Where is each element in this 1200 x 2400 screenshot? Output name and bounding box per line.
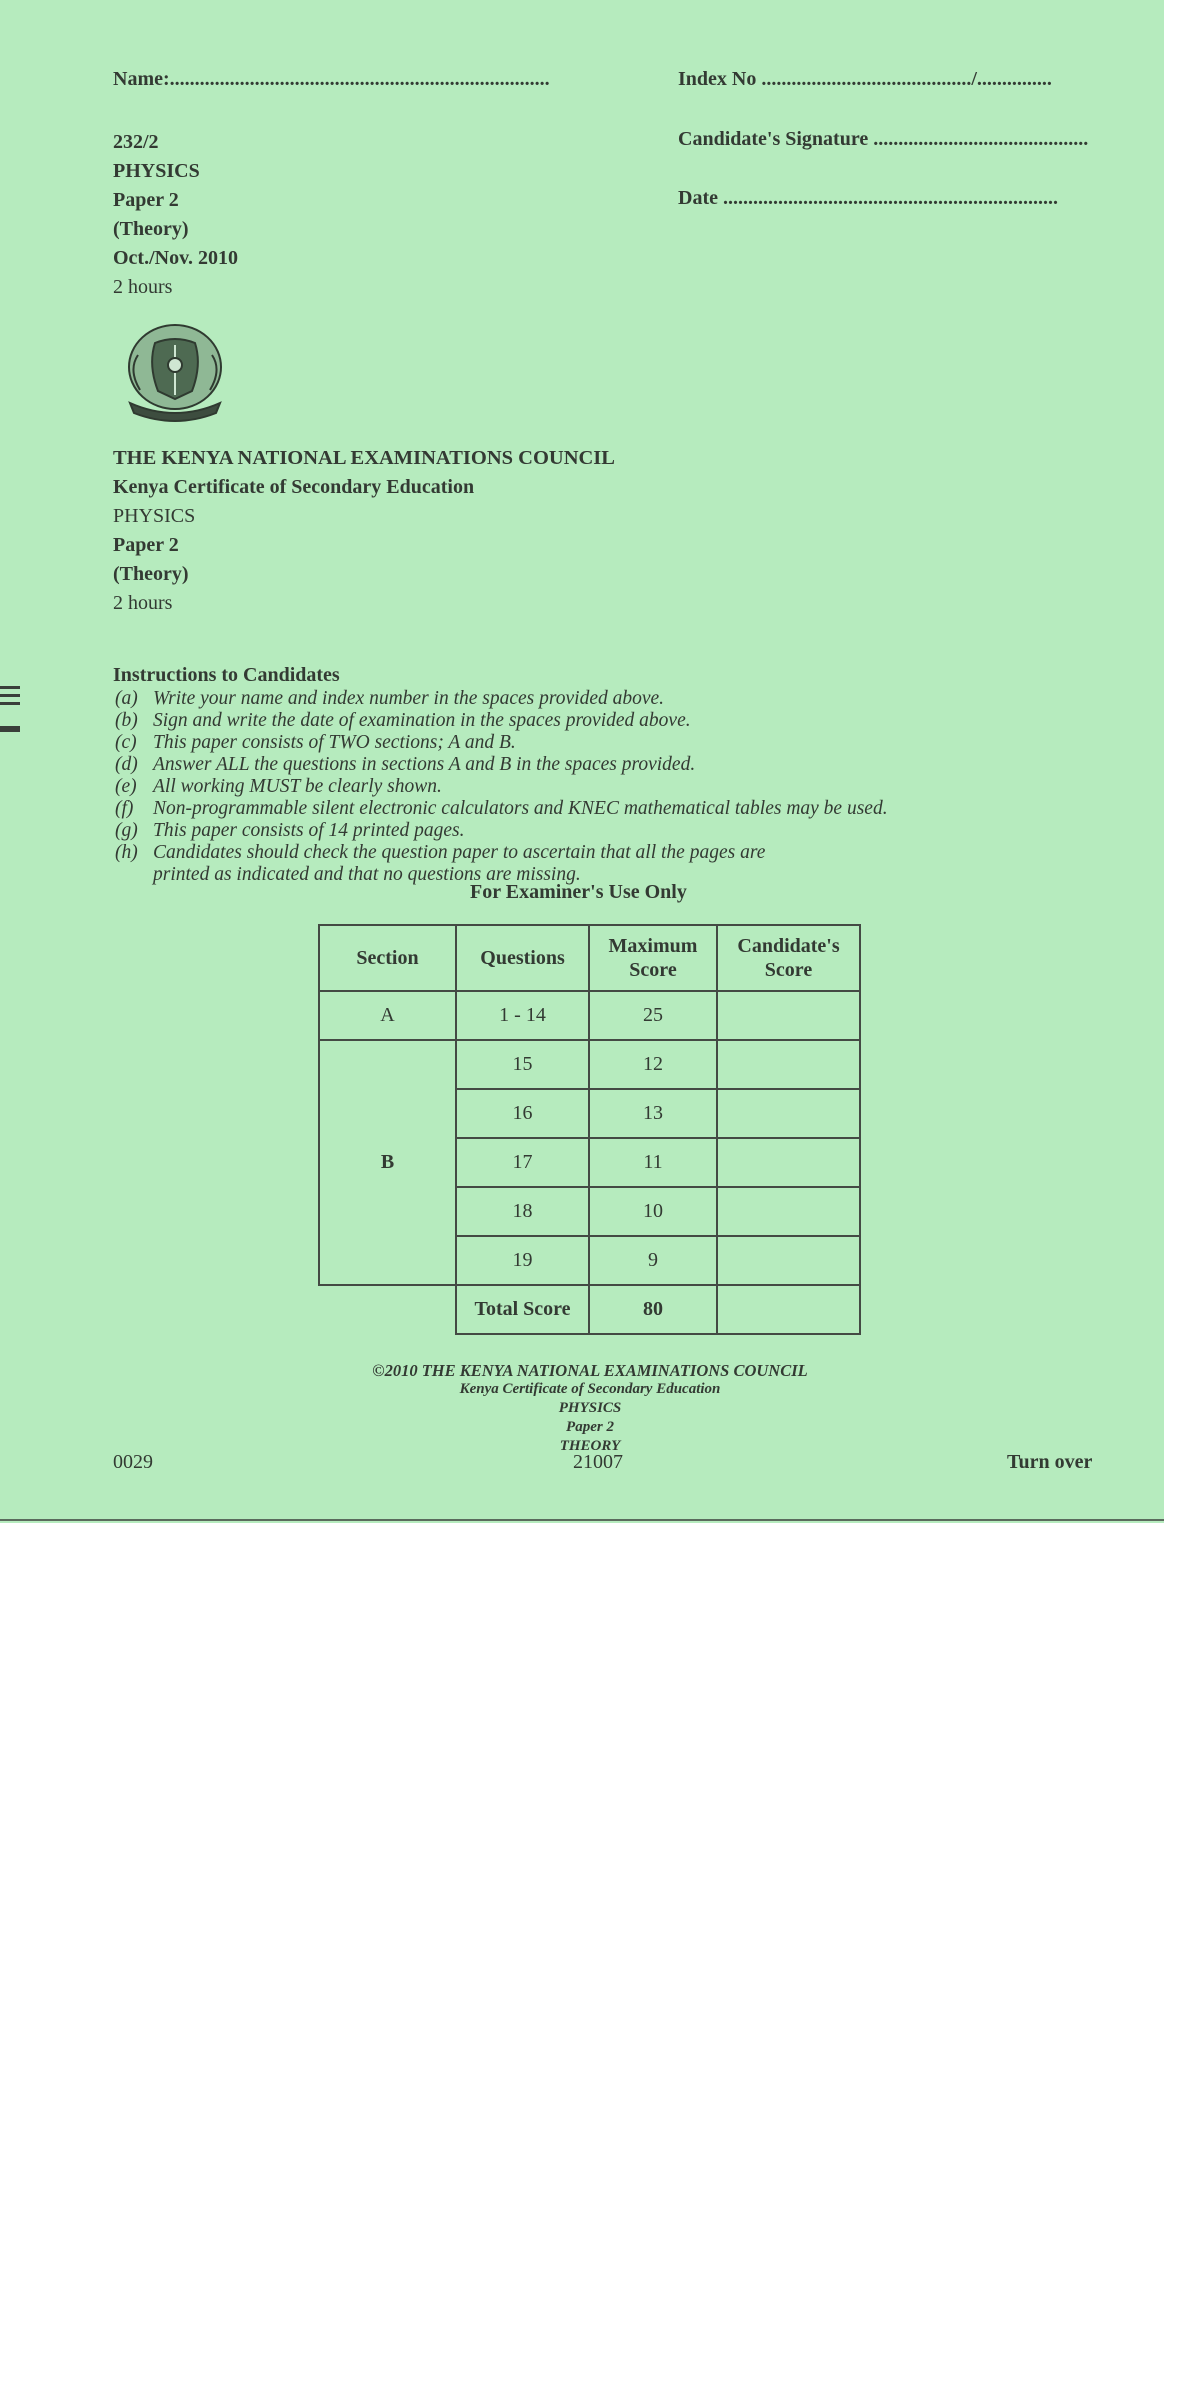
instruction-text: Sign and write the date of examination in the spaces provided above. — [153, 710, 691, 731]
index-slash: / — [971, 68, 977, 90]
header-maximum-score: Maximum Score — [589, 925, 717, 991]
date-dots: ................................................................... — [722, 187, 1058, 209]
instruction-label: (h) — [115, 842, 138, 863]
instruction-text: All working MUST be clearly shown. — [153, 776, 442, 797]
table-row — [319, 991, 860, 1040]
paper-session: Oct./Nov. 2010 — [113, 247, 238, 269]
instruction-item — [115, 776, 888, 798]
council-title: THE KENYA NATIONAL EXAMINATIONS COUNCIL — [113, 447, 615, 469]
instruction-label: (b) — [115, 710, 138, 731]
signature-dots: ........................................... — [873, 128, 1089, 150]
paper-code: 232/2 — [113, 131, 159, 153]
table-row — [319, 1040, 860, 1089]
council-subject: PHYSICS — [113, 505, 196, 527]
total-candidate-score-cell[interactable] — [717, 1285, 860, 1334]
examiner-score-table — [318, 924, 861, 1335]
header-questions: Questions — [456, 925, 589, 991]
instruction-text: printed as indicated and that no questions are missing. — [153, 864, 581, 885]
instructions-list — [115, 688, 888, 886]
max-score-cell: 12 — [589, 1040, 717, 1089]
total-score-label: Total Score — [456, 1285, 589, 1334]
instruction-label: (d) — [115, 754, 138, 775]
questions-cell: 17 — [456, 1138, 589, 1187]
date-field-line — [678, 187, 1058, 210]
instruction-label: (a) — [115, 688, 138, 709]
paper-duration: 2 hours — [113, 276, 173, 298]
instruction-text: Answer ALL the questions in sections A and B in the spaces provided. — [153, 754, 696, 775]
margin-mark — [0, 726, 20, 732]
max-score-cell: 10 — [589, 1187, 717, 1236]
header-candidates-score: Candidate's Score — [717, 925, 860, 991]
instruction-item — [115, 798, 888, 820]
council-block — [113, 444, 615, 618]
table-header-row — [319, 925, 860, 991]
paper-type: (Theory) — [113, 218, 189, 240]
examiner-title: For Examiner's Use Only — [470, 881, 687, 903]
margin-mark — [0, 702, 20, 705]
footer-paper: Paper 2 — [566, 1419, 614, 1435]
signature-field-line — [678, 128, 1088, 151]
candidate-score-cell[interactable] — [717, 1089, 860, 1138]
max-score-cell: 25 — [589, 991, 717, 1040]
kenya-coat-of-arms-icon — [100, 315, 250, 430]
candidate-score-cell[interactable] — [717, 1236, 860, 1285]
instruction-label: (f) — [115, 798, 134, 819]
instruction-text: Non-programmable silent electronic calculators and KNEC mathematical tables may be used. — [153, 798, 888, 819]
sheet-bottom-edge — [0, 1519, 1164, 1521]
instruction-item — [115, 754, 888, 776]
date-label: Date — [678, 187, 718, 209]
footer-type: THEORY — [559, 1438, 621, 1454]
instruction-item — [115, 820, 888, 842]
index-label: Index No — [678, 68, 757, 90]
index-field-line — [678, 68, 1052, 91]
council-duration: 2 hours — [113, 592, 173, 614]
questions-cell: 19 — [456, 1236, 589, 1285]
instructions-heading: Instructions to Candidates — [113, 664, 340, 686]
footer-block — [330, 1361, 850, 1456]
footer-kcse: Kenya Certificate of Secondary Education — [459, 1381, 721, 1397]
name-field-line — [113, 68, 550, 91]
candidate-score-cell[interactable] — [717, 1138, 860, 1187]
candidate-score-cell[interactable] — [717, 991, 860, 1040]
paper-subject: PHYSICS — [113, 160, 200, 182]
candidate-score-cell[interactable] — [717, 1040, 860, 1089]
instruction-text: Write your name and index number in the spaces provided above. — [153, 688, 665, 709]
index-tail-dots: ............... — [976, 68, 1052, 90]
instruction-text: This paper consists of TWO sections; A and B. — [153, 732, 516, 753]
max-score-cell: 11 — [589, 1138, 717, 1187]
footer-code: 21007 — [573, 1451, 623, 1473]
questions-cell: 15 — [456, 1040, 589, 1089]
footer-subject: PHYSICS — [558, 1400, 622, 1416]
footer-copyright: ©2010 THE KENYA NATIONAL EXAMINATIONS COUNCIL — [372, 1361, 808, 1380]
footer-left-code: 0029 — [113, 1451, 153, 1473]
index-dots: .......................................... — [761, 68, 972, 90]
instruction-item — [115, 732, 888, 754]
turn-over-label: Turn over — [1007, 1451, 1093, 1473]
max-score-cell: 9 — [589, 1236, 717, 1285]
council-type: (Theory) — [113, 563, 189, 585]
instruction-text: This paper consists of 14 printed pages. — [153, 820, 465, 841]
instruction-label: (e) — [115, 776, 137, 797]
questions-cell: 18 — [456, 1187, 589, 1236]
council-subtitle: Kenya Certificate of Secondary Education — [113, 476, 475, 498]
section-a-cell: A — [319, 991, 456, 1040]
candidate-score-cell[interactable] — [717, 1187, 860, 1236]
instruction-text: Candidates should check the question paper to ascertain that all the pages are — [153, 842, 766, 863]
questions-cell: 1 - 14 — [456, 991, 589, 1040]
instruction-item — [115, 710, 888, 732]
council-paper: Paper 2 — [113, 534, 179, 556]
total-max-cell: 80 — [589, 1285, 717, 1334]
instruction-item — [115, 688, 888, 710]
paper-code-block — [113, 128, 238, 302]
instruction-item — [115, 842, 888, 864]
margin-mark — [0, 694, 20, 697]
max-score-cell: 13 — [589, 1089, 717, 1138]
header-section: Section — [319, 925, 456, 991]
total-row-spacer — [319, 1285, 456, 1334]
name-label: Name: — [113, 68, 170, 90]
total-row — [319, 1285, 860, 1334]
margin-mark — [0, 686, 20, 689]
questions-cell: 16 — [456, 1089, 589, 1138]
instruction-label: (g) — [115, 820, 138, 841]
signature-label: Candidate's Signature — [678, 128, 869, 150]
name-dots: ............................................................................ — [169, 68, 550, 90]
paper-number: Paper 2 — [113, 189, 179, 211]
instruction-label: (c) — [115, 732, 137, 753]
section-b-cell: B — [319, 1040, 456, 1285]
